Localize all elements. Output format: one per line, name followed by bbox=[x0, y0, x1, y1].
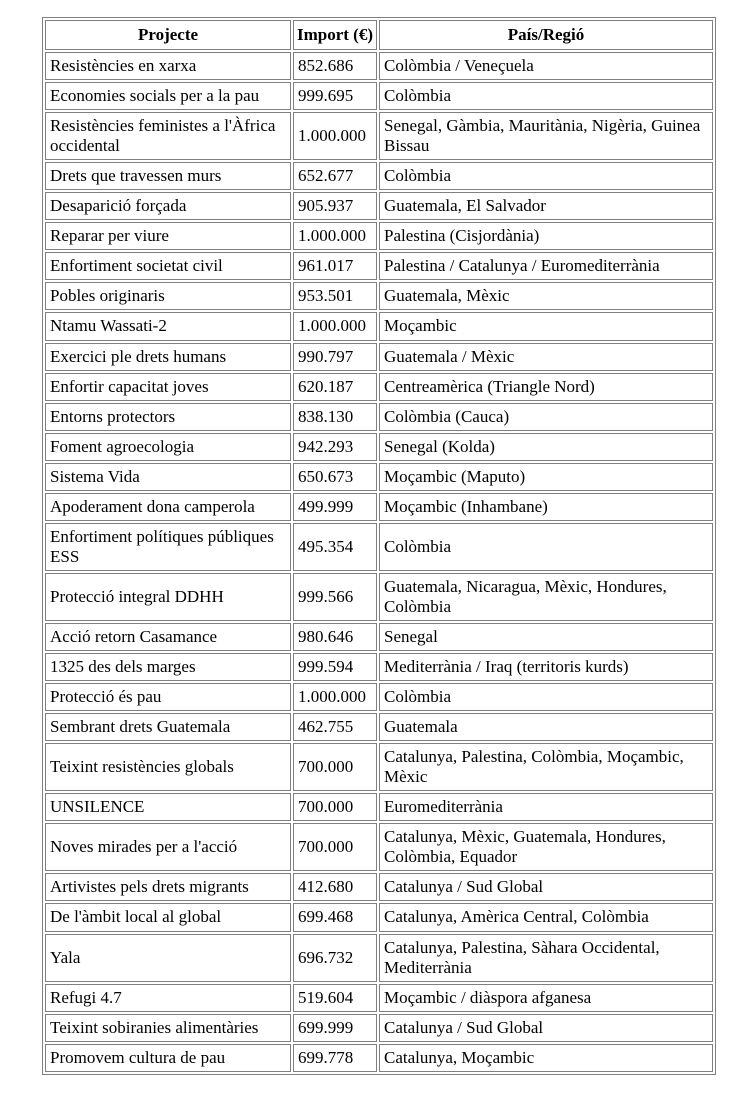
table-row bbox=[45, 282, 713, 310]
table-row bbox=[45, 112, 713, 160]
import-value-cell: 1.000.000 bbox=[293, 222, 377, 250]
country-region-cell: Mediterrània / Iraq (territoris kurds) bbox=[379, 653, 713, 681]
country-region-cell: Colòmbia (Cauca) bbox=[379, 403, 713, 431]
table-row bbox=[45, 743, 713, 791]
project-name-cell: UNSILENCE bbox=[45, 793, 291, 821]
table-row bbox=[45, 903, 713, 931]
import-value-cell: 999.695 bbox=[293, 82, 377, 110]
table-row bbox=[45, 653, 713, 681]
import-value-cell: 499.999 bbox=[293, 493, 377, 521]
country-region-cell: Catalunya, Palestina, Colòmbia, Moçambic, Mèxic bbox=[379, 743, 713, 791]
table-row bbox=[45, 623, 713, 651]
table-row bbox=[45, 934, 713, 982]
project-name-cell: Drets que travessen murs bbox=[45, 162, 291, 190]
project-name-cell: Resistències feministes a l'Àfrica occidental bbox=[45, 112, 291, 160]
country-region-cell: Catalunya, Amèrica Central, Colòmbia bbox=[379, 903, 713, 931]
project-name-cell: Ntamu Wassati-2 bbox=[45, 312, 291, 340]
country-region-cell: Palestina (Cisjordània) bbox=[379, 222, 713, 250]
project-name-cell: Refugi 4.7 bbox=[45, 984, 291, 1012]
project-name-cell: Enfortir capacitat joves bbox=[45, 373, 291, 401]
import-value-cell: 953.501 bbox=[293, 282, 377, 310]
projects-table bbox=[42, 17, 716, 1075]
project-name-cell: Resistències en xarxa bbox=[45, 52, 291, 80]
table-row bbox=[45, 403, 713, 431]
country-region-cell: Guatemala, El Salvador bbox=[379, 192, 713, 220]
project-name-cell: Foment agroecologia bbox=[45, 433, 291, 461]
table-row bbox=[45, 343, 713, 371]
project-name-cell: Acció retorn Casamance bbox=[45, 623, 291, 651]
import-value-cell: 650.673 bbox=[293, 463, 377, 491]
project-name-cell: Noves mirades per a l'acció bbox=[45, 823, 291, 871]
country-region-cell: Catalunya, Palestina, Sàhara Occidental, Mediterrània bbox=[379, 934, 713, 982]
table-row bbox=[45, 873, 713, 901]
table-row bbox=[45, 793, 713, 821]
column-header-pais: País/Regió bbox=[379, 20, 713, 50]
table-row bbox=[45, 1044, 713, 1072]
country-region-cell: Colòmbia bbox=[379, 523, 713, 571]
table-row bbox=[45, 222, 713, 250]
country-region-cell: Moçambic bbox=[379, 312, 713, 340]
country-region-cell: Guatemala / Mèxic bbox=[379, 343, 713, 371]
project-name-cell: Sembrant drets Guatemala bbox=[45, 713, 291, 741]
country-region-cell: Guatemala, Nicaragua, Mèxic, Hondures, Colòmbia bbox=[379, 573, 713, 621]
import-value-cell: 999.566 bbox=[293, 573, 377, 621]
table-row bbox=[45, 52, 713, 80]
project-name-cell: Protecció integral DDHH bbox=[45, 573, 291, 621]
project-name-cell: Yala bbox=[45, 934, 291, 982]
table-row bbox=[45, 493, 713, 521]
import-value-cell: 700.000 bbox=[293, 743, 377, 791]
project-name-cell: Teixint resistències globals bbox=[45, 743, 291, 791]
table-row bbox=[45, 823, 713, 871]
country-region-cell: Guatemala, Mèxic bbox=[379, 282, 713, 310]
project-name-cell: Protecció és pau bbox=[45, 683, 291, 711]
project-name-cell: Promovem cultura de pau bbox=[45, 1044, 291, 1072]
import-value-cell: 961.017 bbox=[293, 252, 377, 280]
import-value-cell: 699.999 bbox=[293, 1014, 377, 1042]
import-value-cell: 905.937 bbox=[293, 192, 377, 220]
project-name-cell: Artivistes pels drets migrants bbox=[45, 873, 291, 901]
import-value-cell: 699.778 bbox=[293, 1044, 377, 1072]
country-region-cell: Senegal bbox=[379, 623, 713, 651]
project-name-cell: Enfortiment polítiques públiques ESS bbox=[45, 523, 291, 571]
header-row bbox=[45, 20, 713, 50]
table-row bbox=[45, 523, 713, 571]
import-value-cell: 700.000 bbox=[293, 793, 377, 821]
country-region-cell: Moçambic (Inhambane) bbox=[379, 493, 713, 521]
table-row bbox=[45, 463, 713, 491]
project-name-cell: Sistema Vida bbox=[45, 463, 291, 491]
import-value-cell: 1.000.000 bbox=[293, 312, 377, 340]
import-value-cell: 1.000.000 bbox=[293, 683, 377, 711]
project-name-cell: De l'àmbit local al global bbox=[45, 903, 291, 931]
import-value-cell: 980.646 bbox=[293, 623, 377, 651]
country-region-cell: Moçambic (Maputo) bbox=[379, 463, 713, 491]
table-row bbox=[45, 252, 713, 280]
import-value-cell: 838.130 bbox=[293, 403, 377, 431]
import-value-cell: 999.594 bbox=[293, 653, 377, 681]
country-region-cell: Guatemala bbox=[379, 713, 713, 741]
country-region-cell: Moçambic / diàspora afganesa bbox=[379, 984, 713, 1012]
project-name-cell: 1325 des dels marges bbox=[45, 653, 291, 681]
table-row bbox=[45, 82, 713, 110]
project-name-cell: Enfortiment societat civil bbox=[45, 252, 291, 280]
project-name-cell: Exercici ple drets humans bbox=[45, 343, 291, 371]
import-value-cell: 699.468 bbox=[293, 903, 377, 931]
country-region-cell: Catalunya / Sud Global bbox=[379, 1014, 713, 1042]
table-row bbox=[45, 433, 713, 461]
country-region-cell: Centreamèrica (Triangle Nord) bbox=[379, 373, 713, 401]
table-row bbox=[45, 713, 713, 741]
import-value-cell: 852.686 bbox=[293, 52, 377, 80]
column-header-import: Import (€) bbox=[293, 20, 377, 50]
project-name-cell: Apoderament dona camperola bbox=[45, 493, 291, 521]
import-value-cell: 700.000 bbox=[293, 823, 377, 871]
table-row bbox=[45, 192, 713, 220]
country-region-cell: Colòmbia / Veneçuela bbox=[379, 52, 713, 80]
project-name-cell: Teixint sobiranies alimentàries bbox=[45, 1014, 291, 1042]
table-row bbox=[45, 573, 713, 621]
import-value-cell: 652.677 bbox=[293, 162, 377, 190]
table-row bbox=[45, 1014, 713, 1042]
project-name-cell: Entorns protectors bbox=[45, 403, 291, 431]
import-value-cell: 519.604 bbox=[293, 984, 377, 1012]
country-region-cell: Colòmbia bbox=[379, 82, 713, 110]
import-value-cell: 412.680 bbox=[293, 873, 377, 901]
country-region-cell: Catalunya, Moçambic bbox=[379, 1044, 713, 1072]
table-row bbox=[45, 984, 713, 1012]
country-region-cell: Euromediterrània bbox=[379, 793, 713, 821]
project-name-cell: Pobles originaris bbox=[45, 282, 291, 310]
project-name-cell: Desaparició forçada bbox=[45, 192, 291, 220]
country-region-cell: Senegal (Kolda) bbox=[379, 433, 713, 461]
country-region-cell: Colòmbia bbox=[379, 162, 713, 190]
column-header-projecte: Projecte bbox=[45, 20, 291, 50]
import-value-cell: 696.732 bbox=[293, 934, 377, 982]
import-value-cell: 462.755 bbox=[293, 713, 377, 741]
country-region-cell: Catalunya, Mèxic, Guatemala, Hondures, Colòmbia, Equador bbox=[379, 823, 713, 871]
import-value-cell: 620.187 bbox=[293, 373, 377, 401]
table-body bbox=[45, 52, 713, 1072]
table-row bbox=[45, 373, 713, 401]
table-row bbox=[45, 683, 713, 711]
table-row bbox=[45, 312, 713, 340]
country-region-cell: Senegal, Gàmbia, Mauritània, Nigèria, Guinea Bissau bbox=[379, 112, 713, 160]
import-value-cell: 990.797 bbox=[293, 343, 377, 371]
project-name-cell: Economies socials per a la pau bbox=[45, 82, 291, 110]
country-region-cell: Catalunya / Sud Global bbox=[379, 873, 713, 901]
table-row bbox=[45, 162, 713, 190]
project-name-cell: Reparar per viure bbox=[45, 222, 291, 250]
import-value-cell: 942.293 bbox=[293, 433, 377, 461]
import-value-cell: 1.000.000 bbox=[293, 112, 377, 160]
import-value-cell: 495.354 bbox=[293, 523, 377, 571]
country-region-cell: Colòmbia bbox=[379, 683, 713, 711]
country-region-cell: Palestina / Catalunya / Euromediterrània bbox=[379, 252, 713, 280]
